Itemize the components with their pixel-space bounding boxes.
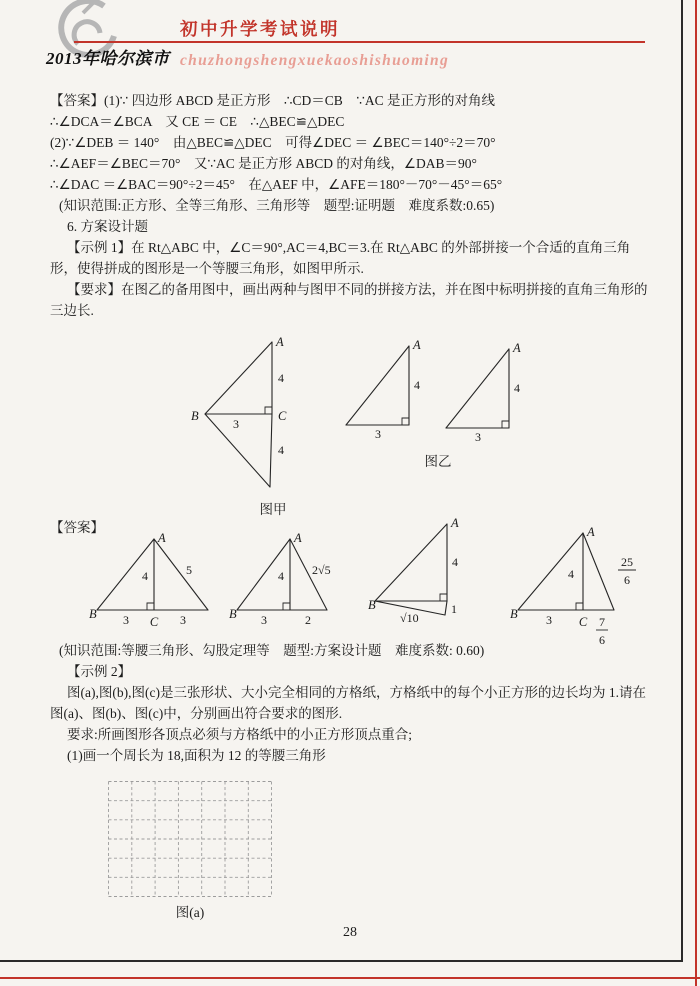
- length-label-ac: 4: [452, 555, 458, 569]
- length-label-side: 2√5: [312, 563, 331, 577]
- fraction-ext-numerator: 7: [599, 615, 605, 629]
- caption-yi: 图乙: [424, 454, 452, 469]
- edge-cd: [445, 601, 447, 615]
- scan-edge-right-red: [695, 0, 697, 986]
- vertex-label-a: A: [451, 516, 459, 530]
- figure-answer-4: [508, 524, 648, 648]
- vertex-label-b: B: [191, 409, 199, 423]
- vertex-label-c: C: [578, 615, 588, 629]
- length-label-ac: 4: [278, 371, 284, 385]
- example2-text-block: [50, 640, 650, 766]
- vertex-label-a: A: [276, 335, 284, 349]
- vertex-label-a: A: [413, 338, 421, 352]
- grid-paper: [108, 781, 272, 897]
- length-label-alt: 4: [278, 569, 284, 583]
- right-angle-mark: [283, 603, 290, 610]
- scan-edge-bottom-red: [0, 977, 700, 979]
- length-label-h: 3: [375, 427, 381, 441]
- solution-line-1: 【答案】(1)∵ 四边形 ABCD 是正方形 ∴CD＝CB ∵AC 是正方形的对角线: [50, 93, 496, 108]
- length-label-h: 3: [475, 430, 481, 444]
- fraction-side-denominator: 6: [624, 573, 630, 587]
- right-angle-mark: [576, 603, 583, 610]
- vertex-label-c: C: [278, 409, 287, 423]
- length-label-alt: 4: [568, 567, 574, 581]
- vertex-label-b: B: [368, 598, 376, 612]
- edge-ab: [346, 346, 409, 425]
- edge-cd: [270, 414, 272, 487]
- example2-task1: (1)画一个周长为 18,面积为 12 的等腰三角形: [67, 748, 326, 763]
- vertex-label-b: B: [510, 607, 518, 621]
- example2-require: 要求:所画图形各顶点必须与方格纸中的小正方形顶点重合;: [67, 727, 413, 742]
- edge-ad: [154, 539, 208, 610]
- scan-border-right: [681, 0, 683, 962]
- solution-line-2: ∴∠DCA＝∠BCA 又 CE ＝ CE ∴△BEC≌△DEC: [50, 114, 345, 129]
- edge-ad: [583, 533, 614, 610]
- section-heading: 6. 方案设计题: [67, 219, 148, 234]
- example2-heading: 【示例 2】: [67, 664, 132, 679]
- figure-yi-1: [340, 336, 430, 441]
- length-label-b2: 2: [305, 613, 311, 627]
- solution-line-4: ∴∠AEF＝∠BEC＝70° 又∵AC 是正方形 ABCD 的对角线，∠DAB＝90°: [50, 156, 477, 171]
- figure-yi-2: [440, 339, 530, 444]
- length-label-side: 5: [186, 563, 192, 577]
- right-angle-mark: [440, 594, 447, 601]
- caption-grid-a: 图(a): [175, 905, 205, 920]
- edge-ab: [375, 524, 447, 601]
- fraction-side-numerator: 25: [621, 555, 633, 569]
- vertex-label-a: A: [587, 525, 595, 539]
- example2-intro: 图(a),图(b),图(c)是三张形状、大小完全相同的方格纸，方格纸中的每个小正方形的边长均为 1.请在图(a)、图(b)、图(c)中，分别画出符合要求的图形.: [50, 685, 646, 721]
- scan-border-bottom: [0, 960, 683, 962]
- solution-line-3: (2)∵∠DEB ＝ 140° 由△BEC≌△DEC 可得∠DEC ＝ ∠BEC＝140°÷2＝70°: [50, 135, 496, 150]
- length-label-v: 4: [414, 378, 420, 392]
- figure-answer-1: [88, 530, 223, 632]
- edge-ab: [446, 349, 509, 428]
- caption-jia: 图甲: [259, 502, 287, 517]
- solution-line-5: ∴∠DAC ＝∠BAC＝90°÷2＝45° 在△AEF 中，∠AFE＝180°－70°－45°＝65°: [50, 177, 503, 192]
- right-angle-mark: [265, 407, 272, 414]
- vertex-label-c: C: [149, 615, 159, 629]
- requirement-text: 【要求】在图乙的备用图中，画出两种与图甲不同的拼接方法，并在图中标明拼接的直角三角形的三边长.: [50, 282, 648, 318]
- vertex-label-a: A: [294, 531, 302, 545]
- length-label-b1: 3: [546, 613, 552, 627]
- example1-text: 【示例 1】在 Rt△ABC 中，∠C＝90°,AC＝4,BC＝3.在 Rt△ABC 的外部拼接一个合适的直角三角形，使得拼成的图形是一个等腰三角形，如图甲所示.: [50, 240, 631, 276]
- right-angle-mark: [402, 418, 409, 425]
- page-title: 初中升学考试说明: [180, 19, 340, 39]
- solution-text-block: [50, 90, 650, 321]
- figure-answer-2: [228, 530, 343, 632]
- edition-label: 2013年哈尔滨市: [46, 49, 170, 68]
- right-angle-mark: [147, 603, 154, 610]
- length-label-b1: 3: [123, 613, 129, 627]
- length-label-bc: 3: [233, 417, 239, 431]
- length-label-b2: 3: [180, 613, 186, 627]
- length-label-b1: 3: [261, 613, 267, 627]
- length-label-alt: 4: [142, 569, 148, 583]
- vertex-label-a: A: [158, 531, 166, 545]
- knowledge-note-1: (知识范围:正方形、全等三角形、三角形等 题型:证明题 难度系数:0.65): [59, 198, 495, 213]
- right-angle-mark: [502, 421, 509, 428]
- length-label-base: √10: [400, 611, 419, 625]
- figure-answer-3: [368, 514, 468, 636]
- vertex-label-b: B: [89, 607, 97, 621]
- vertex-label-a: A: [513, 341, 521, 355]
- fraction-ext-denominator: 6: [599, 633, 605, 647]
- figure-jia: [188, 332, 358, 497]
- header-rule: [74, 41, 645, 43]
- edge-ab: [205, 342, 272, 414]
- vertex-label-b: B: [229, 607, 237, 621]
- length-label-cd: 1: [451, 602, 457, 616]
- length-label-v: 4: [514, 381, 520, 395]
- length-label-cd: 4: [278, 443, 284, 457]
- page-number: 28: [343, 925, 357, 940]
- knowledge-note-2: (知识范围:等腰三角形、勾股定理等 题型:方案设计题 难度系数: 0.60): [59, 643, 485, 658]
- answer-label: 【答案】: [50, 520, 104, 535]
- pinyin-subtitle: chuzhongshengxuekaoshishuoming: [180, 52, 450, 69]
